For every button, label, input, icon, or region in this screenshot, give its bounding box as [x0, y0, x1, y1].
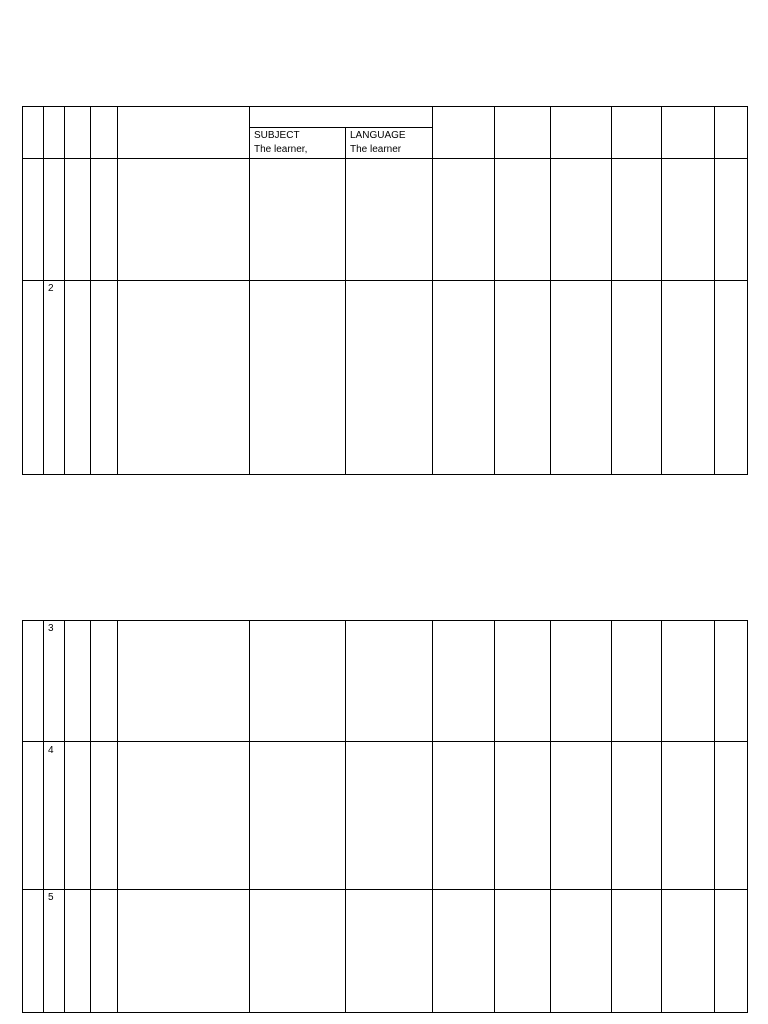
subject-header-label: SUBJECT — [254, 130, 300, 141]
table-1-header-bottom-line — [22, 158, 748, 159]
table-2-col-line — [494, 620, 495, 1013]
table-2-col-line — [432, 620, 433, 1013]
table-2-col-line — [345, 620, 346, 1013]
row-number: 3 — [48, 623, 54, 634]
table-2-col-line — [611, 620, 612, 1013]
table-2-col-line — [22, 620, 23, 1013]
table-1-col-line — [432, 106, 433, 475]
table-1-header-split-line — [249, 127, 433, 128]
table-1-col-line — [494, 106, 495, 475]
language-header-subtext: The learner — [350, 144, 402, 155]
table-2-col-line — [117, 620, 118, 1013]
table-2-col-line — [661, 620, 662, 1013]
table-2-row-divider — [22, 889, 748, 890]
table-2-row-divider — [22, 741, 748, 742]
table-2-col-line — [43, 620, 44, 1013]
table-2-bottom-border — [22, 1012, 748, 1013]
table-1-col-line — [43, 106, 44, 475]
row-number: 2 — [48, 283, 54, 294]
row-number: 5 — [48, 892, 54, 903]
table-1-col-line — [611, 106, 612, 475]
table-2-top-border — [22, 620, 748, 621]
table-1-row-divider — [22, 280, 748, 281]
table-2-col-line — [747, 620, 748, 1013]
table-2-col-line — [90, 620, 91, 1013]
table-1-col-line — [747, 106, 748, 475]
table-1-col-line — [117, 106, 118, 475]
table-1-col-line — [345, 127, 346, 475]
language-header-label: LANGUAGE — [350, 130, 406, 141]
table-2-col-line — [714, 620, 715, 1013]
table-2-col-line — [249, 620, 250, 1013]
table-1-col-line — [249, 106, 250, 475]
table-1-col-line — [714, 106, 715, 475]
table-1-col-line — [661, 106, 662, 475]
subject-header-subtext: The learner, — [254, 144, 308, 155]
table-1-top-border — [22, 106, 748, 107]
table-1-col-line — [22, 106, 23, 475]
table-2-col-line — [64, 620, 65, 1013]
table-1-col-line — [90, 106, 91, 475]
table-1-col-line — [550, 106, 551, 475]
table-2-col-line — [550, 620, 551, 1013]
row-number: 4 — [48, 745, 54, 756]
table-1-bottom-border — [22, 474, 748, 475]
table-1-col-line — [64, 106, 65, 475]
